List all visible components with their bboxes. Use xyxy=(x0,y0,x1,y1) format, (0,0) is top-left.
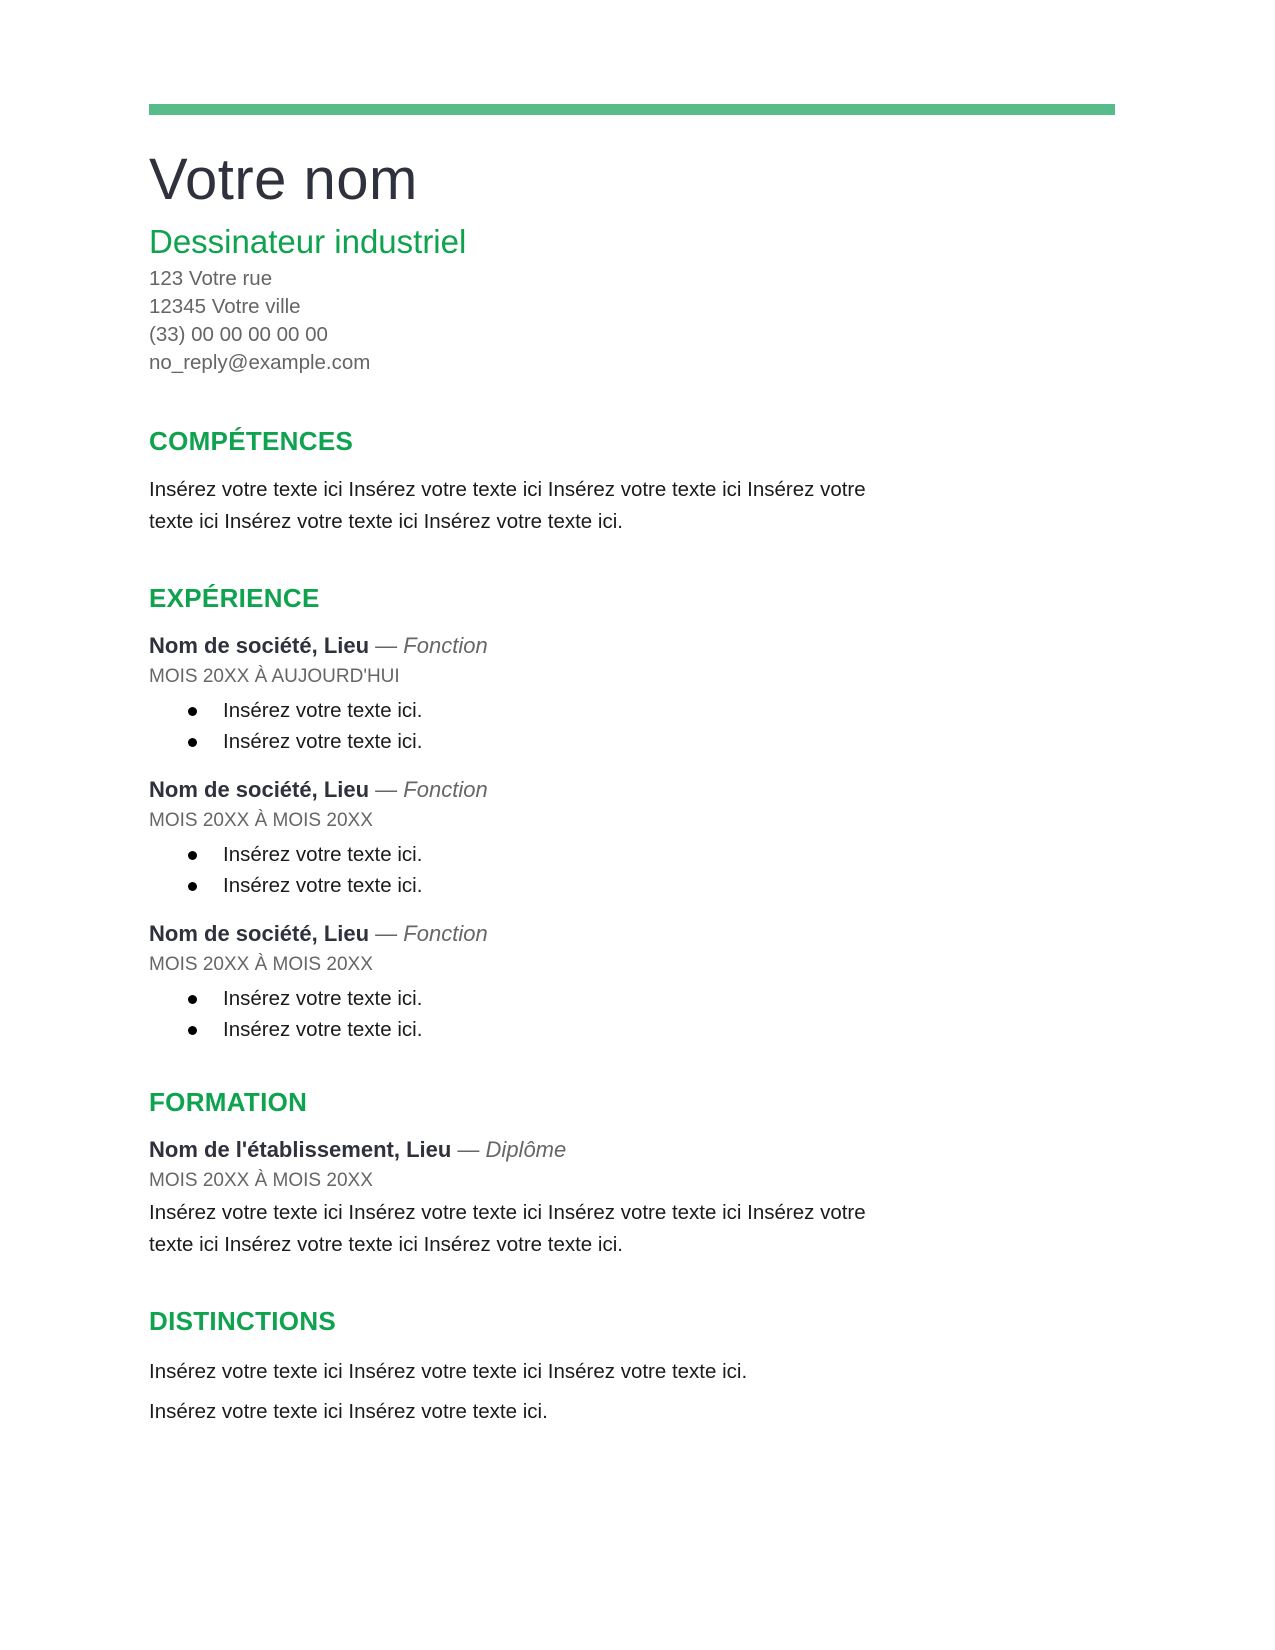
job-header xyxy=(149,775,1115,805)
job-role: Fonction xyxy=(403,633,488,658)
bullet-icon xyxy=(188,995,197,1004)
education-text: Insérez votre texte ici Insérez votre texte ici Insérez votre texte ici Insérez votre texte ici Insérez votre texte ici Insérez votre texte ici. xyxy=(149,1201,866,1256)
job-separator: — xyxy=(369,921,404,946)
skills-text: Insérez votre texte ici Insérez votre texte ici Insérez votre texte ici Insérez votre texte ici Insérez votre texte ici Insérez votre texte ici. xyxy=(149,478,866,533)
phone-number: (33) 00 00 00 00 00 xyxy=(149,323,328,346)
education-entry xyxy=(149,1135,1115,1261)
candidate-name: Votre nom xyxy=(149,147,418,212)
bullet-text: Insérez votre texte ici. xyxy=(223,843,423,866)
list-item xyxy=(149,839,1115,870)
awards-text-1: Insérez votre texte ici Insérez votre texte ici Insérez votre texte ici. xyxy=(149,1360,748,1383)
job-entry xyxy=(149,775,1115,901)
awards-text-2: Insérez votre texte ici Insérez votre texte ici. xyxy=(149,1400,548,1423)
job-bullets xyxy=(149,839,1115,901)
education-heading: FORMATION xyxy=(149,1087,308,1117)
address-line-1: 123 Votre rue xyxy=(149,267,273,290)
job-company: Nom de société, Lieu xyxy=(149,777,370,802)
bullet-text: Insérez votre texte ici. xyxy=(223,730,423,753)
job-separator: — xyxy=(369,633,404,658)
job-bullets xyxy=(149,983,1115,1045)
education-header xyxy=(149,1135,1115,1165)
job-header xyxy=(149,631,1115,661)
job-entry xyxy=(149,631,1115,757)
job-dates: MOIS 20XX À AUJOURD'HUI xyxy=(149,666,400,687)
resume-page xyxy=(149,104,1115,1428)
bullet-icon xyxy=(188,1026,197,1035)
bullet-text: Insérez votre texte ici. xyxy=(223,987,423,1010)
email-address: no_reply@example.com xyxy=(149,351,371,374)
list-item xyxy=(149,983,1115,1014)
job-role: Fonction xyxy=(403,921,488,946)
job-header xyxy=(149,919,1115,949)
bullet-icon xyxy=(188,707,197,716)
list-item xyxy=(149,695,1115,726)
list-item xyxy=(149,1014,1115,1045)
bullet-text: Insérez votre texte ici. xyxy=(223,1018,423,1041)
bullet-icon xyxy=(188,738,197,747)
awards-heading: DISTINCTIONS xyxy=(149,1306,337,1336)
list-item xyxy=(149,726,1115,757)
bullet-text: Insérez votre texte ici. xyxy=(223,699,423,722)
bullet-icon xyxy=(188,851,197,860)
experience-heading: EXPÉRIENCE xyxy=(149,583,320,613)
contact-block xyxy=(149,265,1115,377)
list-item xyxy=(149,870,1115,901)
candidate-title: Dessinateur industriel xyxy=(149,223,467,260)
education-school: Nom de l'établissement, Lieu xyxy=(149,1137,452,1162)
education-dates: MOIS 20XX À MOIS 20XX xyxy=(149,1170,373,1191)
job-entry xyxy=(149,919,1115,1045)
job-dates: MOIS 20XX À MOIS 20XX xyxy=(149,810,373,831)
education-separator: — xyxy=(451,1137,486,1162)
job-bullets xyxy=(149,695,1115,757)
address-line-2: 12345 Votre ville xyxy=(149,295,301,318)
job-separator: — xyxy=(369,777,404,802)
top-accent-rule xyxy=(149,104,1115,115)
job-dates: MOIS 20XX À MOIS 20XX xyxy=(149,954,373,975)
job-company: Nom de société, Lieu xyxy=(149,921,370,946)
job-company: Nom de société, Lieu xyxy=(149,633,370,658)
job-role: Fonction xyxy=(403,777,488,802)
skills-heading: COMPÉTENCES xyxy=(149,426,354,456)
bullet-icon xyxy=(188,882,197,891)
education-degree: Diplôme xyxy=(485,1137,567,1162)
bullet-text: Insérez votre texte ici. xyxy=(223,874,423,897)
